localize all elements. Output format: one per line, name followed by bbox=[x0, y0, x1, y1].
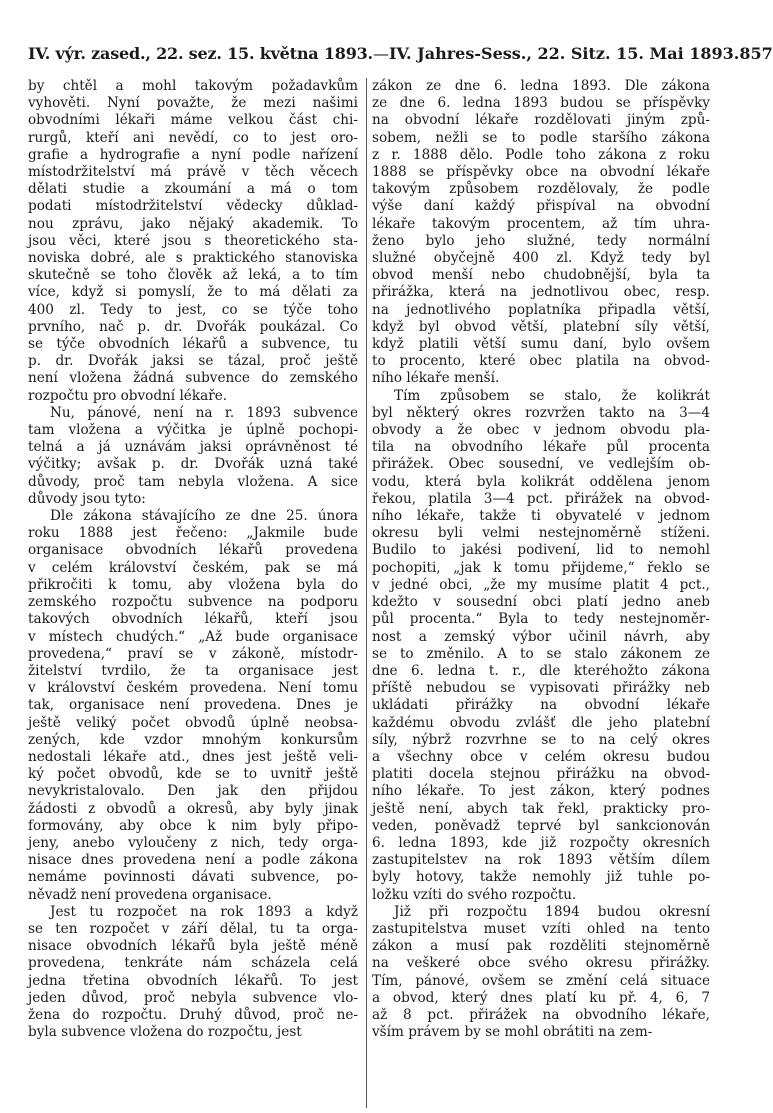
text-line: roku 1888 jest řečeno: „Jakmile bude bbox=[28, 525, 358, 542]
text-line: žena do rozpočtu. Druhý důvod, proč ne- bbox=[28, 1006, 358, 1023]
text-line: na jednotlivého poplatníka připadla větší, bbox=[372, 301, 710, 318]
text-line: prvního, nač p. dr. Dvořák poukázal. Co bbox=[28, 318, 358, 335]
paragraph bbox=[28, 508, 358, 904]
text-line: příště nebudou se vypisovati přirážky neb bbox=[372, 680, 710, 697]
running-header bbox=[28, 44, 773, 70]
text-line: to procento, které obec platila na obvod- bbox=[372, 353, 710, 370]
text-line: Již při rozpočtu 1894 budou okresní bbox=[394, 903, 710, 920]
text-line: skutečně se toho člověk až leká, a to tím bbox=[28, 267, 358, 284]
paragraph bbox=[28, 78, 358, 405]
text-line: sobem, nežli se to podle staršího zákona bbox=[372, 129, 710, 146]
text-line: vyhověti. Nyní považte, že mezi našimi bbox=[28, 95, 358, 112]
text-line: jeden důvod, proč nebyla subvence vlo- bbox=[28, 989, 358, 1006]
text-line: okresu byli velmi nestejnoměrně stíženi. bbox=[372, 525, 710, 542]
text-line: dělati studie a zkoumání a má o tom bbox=[28, 181, 358, 198]
text-line: z r. 1888 dělo. Podle toho zákona z roku bbox=[372, 146, 710, 163]
text-line: Dle zákona stávajícího ze dne 25. února bbox=[50, 508, 358, 525]
text-line: když platili větší sumu daní, bylo ovšem bbox=[372, 336, 710, 353]
text-line: přirážek. Obec sousední, ve vedlejším ob- bbox=[372, 456, 710, 473]
text-line: rozpočtu pro obvodní lékaře. bbox=[28, 387, 228, 404]
text-line: by chtěl a mohl takovým požadavkům bbox=[28, 78, 358, 94]
page-number: 857 bbox=[739, 44, 773, 63]
text-line: síly, nýbrž rozvrhne se to na celý okres bbox=[372, 731, 710, 748]
text-line: dne 6. ledna t. r., dle kteréhožto zákona bbox=[372, 662, 710, 679]
text-line: ještě veliký počet obvodů úplně neobsa- bbox=[28, 714, 358, 731]
text-line: Tím způsobem se stalo, že kolikrát bbox=[394, 387, 710, 404]
paragraph bbox=[372, 78, 710, 388]
text-line: obvody a že obec v jednom obvodu pla- bbox=[372, 422, 710, 439]
text-line: grafie a hydrografie a nyní podle nařízení bbox=[28, 146, 358, 163]
text-line: řekou, platila 3—4 pct. přirážek na obvod- bbox=[372, 490, 710, 507]
text-line: byla subvence vložena do rozpočtu, jest bbox=[28, 1024, 302, 1041]
text-line: zastupitelstva muset vzíti ohled na tento bbox=[372, 920, 710, 937]
text-line: výše daní každý přispíval na obvodní bbox=[372, 198, 710, 215]
text-line: takovým způsobem rozdělovaly, že podle bbox=[372, 181, 710, 198]
header-czech: IV. výr. zased., 22. sez. 15. května 1893. bbox=[28, 44, 373, 63]
text-line: vším právem by se mohl obrátiti na zem- bbox=[372, 1024, 653, 1041]
text-line: na veškeré obce svého okresu přirážky. bbox=[372, 955, 710, 972]
text-line: Budilo to jakési podivení, lid to nemohl bbox=[372, 542, 710, 559]
text-line: tila na obvodního lékaře půl procenta bbox=[372, 439, 710, 456]
text-line: a obvod, který dnes platí ku př. 4, 6, 7 bbox=[372, 989, 710, 1006]
text-line: pochopiti, „jak k tomu přijdeme,“ řeklo se bbox=[372, 559, 710, 576]
text-line: p. dr. Dvořák jaksi se tázal, proč ještě bbox=[28, 353, 358, 370]
text-line: nedostali lékaře atd., dnes jest ještě veli- bbox=[28, 748, 358, 765]
text-line: jsou věci, které jsou s theoretického sta- bbox=[28, 232, 358, 249]
text-line: tak, organisace není provedena. Dnes je bbox=[28, 697, 358, 714]
text-line: byly hotovy, takže nemohly již tuhle po- bbox=[372, 869, 710, 886]
text-line: až 8 pct. přirážek na obvodního lékaře, bbox=[372, 1006, 710, 1023]
text-line: byl některý okres rozvržen takto na 3—4 bbox=[372, 404, 710, 421]
text-line: v království českém provedena. Není tomu bbox=[28, 680, 358, 697]
text-line: žádosti z obvodů a okresů, aby byly jinak bbox=[28, 800, 358, 817]
text-line: Jest tu rozpočet na rok 1893 a když bbox=[50, 903, 358, 920]
text-line: něvadž není provedena organisace. bbox=[28, 886, 272, 903]
text-line: nisace dnes provedena není a podle zákona bbox=[28, 852, 358, 869]
text-line: se ten rozpočet v září dělal, tu ta orga- bbox=[28, 920, 358, 937]
text-line: přikročiti k tomu, aby vložena byla do bbox=[28, 576, 358, 593]
text-line: místodržitelství má právě v těch věcech bbox=[28, 164, 358, 181]
text-line: obvodními lékaři máme velkou část chi- bbox=[28, 112, 358, 129]
text-line: nemáme povinnosti dávati subvence, po- bbox=[28, 869, 358, 886]
text-line: veden, poněvadž teprvé byl sankcionován bbox=[372, 817, 710, 834]
text-line: v jedné obci, „že my musíme platit 4 pct., bbox=[372, 576, 710, 593]
text-line: ního lékaře menší. bbox=[372, 370, 500, 387]
right-column bbox=[372, 78, 710, 1041]
text-line: služné obyčejně 400 zl. Když tedy byl bbox=[372, 250, 710, 267]
text-line: ložku vzíti do svého rozpočtu. bbox=[372, 886, 577, 903]
text-line: se to změnilo. A to se stalo zákonem ze bbox=[372, 645, 710, 662]
text-line: důvody jsou tyto: bbox=[28, 490, 146, 507]
text-line: formovány, aby obce k nim byly připo- bbox=[28, 817, 358, 834]
text-line: 1888 se příspěvky obce na obvodní lékaře bbox=[372, 164, 710, 181]
text-line: tam vložena a výčitka je úplně pochopi- bbox=[28, 422, 358, 439]
text-line: jeny, anebo vyloučeny z nich, tedy orga- bbox=[28, 834, 358, 851]
text-line: vodu, která byla kolikrát oddělena jenom bbox=[372, 473, 710, 490]
text-line: zených, kde vzdor mnohým konkursům bbox=[28, 731, 358, 748]
text-line: každému obvodu zvlášť dle jeho platební bbox=[372, 714, 710, 731]
paragraph bbox=[372, 388, 710, 904]
text-line: 6. ledna 1893, kde již rozpočty okresních bbox=[372, 834, 710, 851]
text-line: lékaře takovým procentem, až tím uhra- bbox=[372, 215, 710, 232]
text-line: ještě není, abych tak řekl, prakticky pro- bbox=[372, 800, 710, 817]
text-line: platiti docela stejnou přirážku na obvod- bbox=[372, 766, 710, 783]
text-line: ze dne 6. ledna 1893 budou se příspěvky bbox=[372, 95, 710, 112]
left-column bbox=[28, 78, 358, 1041]
column-divider bbox=[366, 78, 367, 1108]
text-line: obvod menší nebo chudobnější, byla ta bbox=[372, 267, 710, 284]
text-line: noviska dobré, ale s praktického stanoviska bbox=[28, 250, 358, 267]
text-line: přirážka, která na jednotlivou obec, resp. bbox=[372, 284, 710, 301]
text-line: nou zprávu, jako nějaký akademik. To bbox=[28, 215, 358, 232]
text-line: když byl obvod větší, platební síly větší, bbox=[372, 318, 710, 335]
text-line: nost a zemský výbor učinil návrh, aby bbox=[372, 628, 710, 645]
text-line: ního lékaře. To jest zákon, který podnes bbox=[372, 783, 710, 800]
header-german: IV. Jahres-Sess., 22. Sitz. 15. Mai 1893. bbox=[388, 44, 740, 63]
text-line: jedna třetina obvodních lékařů. To jest bbox=[28, 972, 358, 989]
text-line: a všechny obce v celém okresu budou bbox=[372, 748, 710, 765]
text-line: nevykristalovalo. Den jak den přijdou bbox=[28, 783, 358, 800]
text-line: ženo bylo jeho služné, tedy normální bbox=[372, 232, 710, 249]
text-line: organisace obvodních lékařů provedena bbox=[28, 542, 358, 559]
header-dash: — bbox=[372, 44, 389, 63]
text-line: v celém království českém, pak se má bbox=[28, 559, 358, 576]
text-line: rurgů, kteří ani nevědí, co to jest oro- bbox=[28, 129, 358, 146]
text-line: ký počet obvodů, kde se to uvnitř ještě bbox=[28, 766, 358, 783]
text-line: ukládati přirážky na obvodní lékaře bbox=[372, 697, 710, 714]
text-line: provedena, tenkráte nám scházela celá bbox=[28, 955, 358, 972]
text-line: Tím, pánové, ovšem se změní celá situace bbox=[372, 972, 710, 989]
text-line: není vložena žádná subvence do zemského bbox=[28, 370, 358, 387]
text-line: nisace obvodních lékařů byla ještě méně bbox=[28, 938, 358, 955]
text-line: podati místodržitelství vědecky důklad- bbox=[28, 198, 358, 215]
text-line: na obvodní lékaře rozdělovati jiným způ- bbox=[372, 112, 710, 129]
text-line: půl procenta.“ Byla to tedy nestejnoměr- bbox=[372, 611, 710, 628]
text-line: zastupitelstev na rok 1893 větším dílem bbox=[372, 852, 710, 869]
text-line: zákon ze dne 6. ledna 1893. Dle zákona bbox=[372, 78, 710, 94]
text-line: v místech chudých.“ „Až bude organisace bbox=[28, 628, 358, 645]
text-line: 400 zl. Tedy to jest, co se týče toho bbox=[28, 301, 358, 318]
text-line: důvody, proč tam nebyla vložena. A sice bbox=[28, 473, 358, 490]
document-page bbox=[28, 44, 773, 1094]
paragraph bbox=[28, 904, 358, 1042]
text-line: se týče obvodních lékařů a subvence, tu bbox=[28, 336, 358, 353]
text-line: více, když si pomyslí, že to má dělati za bbox=[28, 284, 358, 301]
text-line: výčitky; avšak p. dr. Dvořák uzná také bbox=[28, 456, 358, 473]
paragraph bbox=[28, 405, 358, 508]
text-line: zákon a musí pak rozděliti stejnoměrně bbox=[372, 938, 710, 955]
text-line: ního lékaře, takže ti obyvatelé v jednom bbox=[372, 508, 710, 525]
text-line: žitelství tvrdilo, že ta organisace jest bbox=[28, 662, 358, 679]
paragraph bbox=[372, 904, 710, 1042]
text-line: Nu, pánové, není na r. 1893 subvence bbox=[50, 404, 358, 421]
text-line: takových obvodních lékařů, kteří jsou bbox=[28, 611, 358, 628]
text-line: zemského rozpočtu subvence na podporu bbox=[28, 594, 358, 611]
text-line: telná a já uznávám jaksi oprávněnost té bbox=[28, 439, 358, 456]
text-line: provedena,“ praví se v zákoně, místodr- bbox=[28, 645, 358, 662]
text-line: kdežto v sousední obci platí jedno aneb bbox=[372, 594, 710, 611]
